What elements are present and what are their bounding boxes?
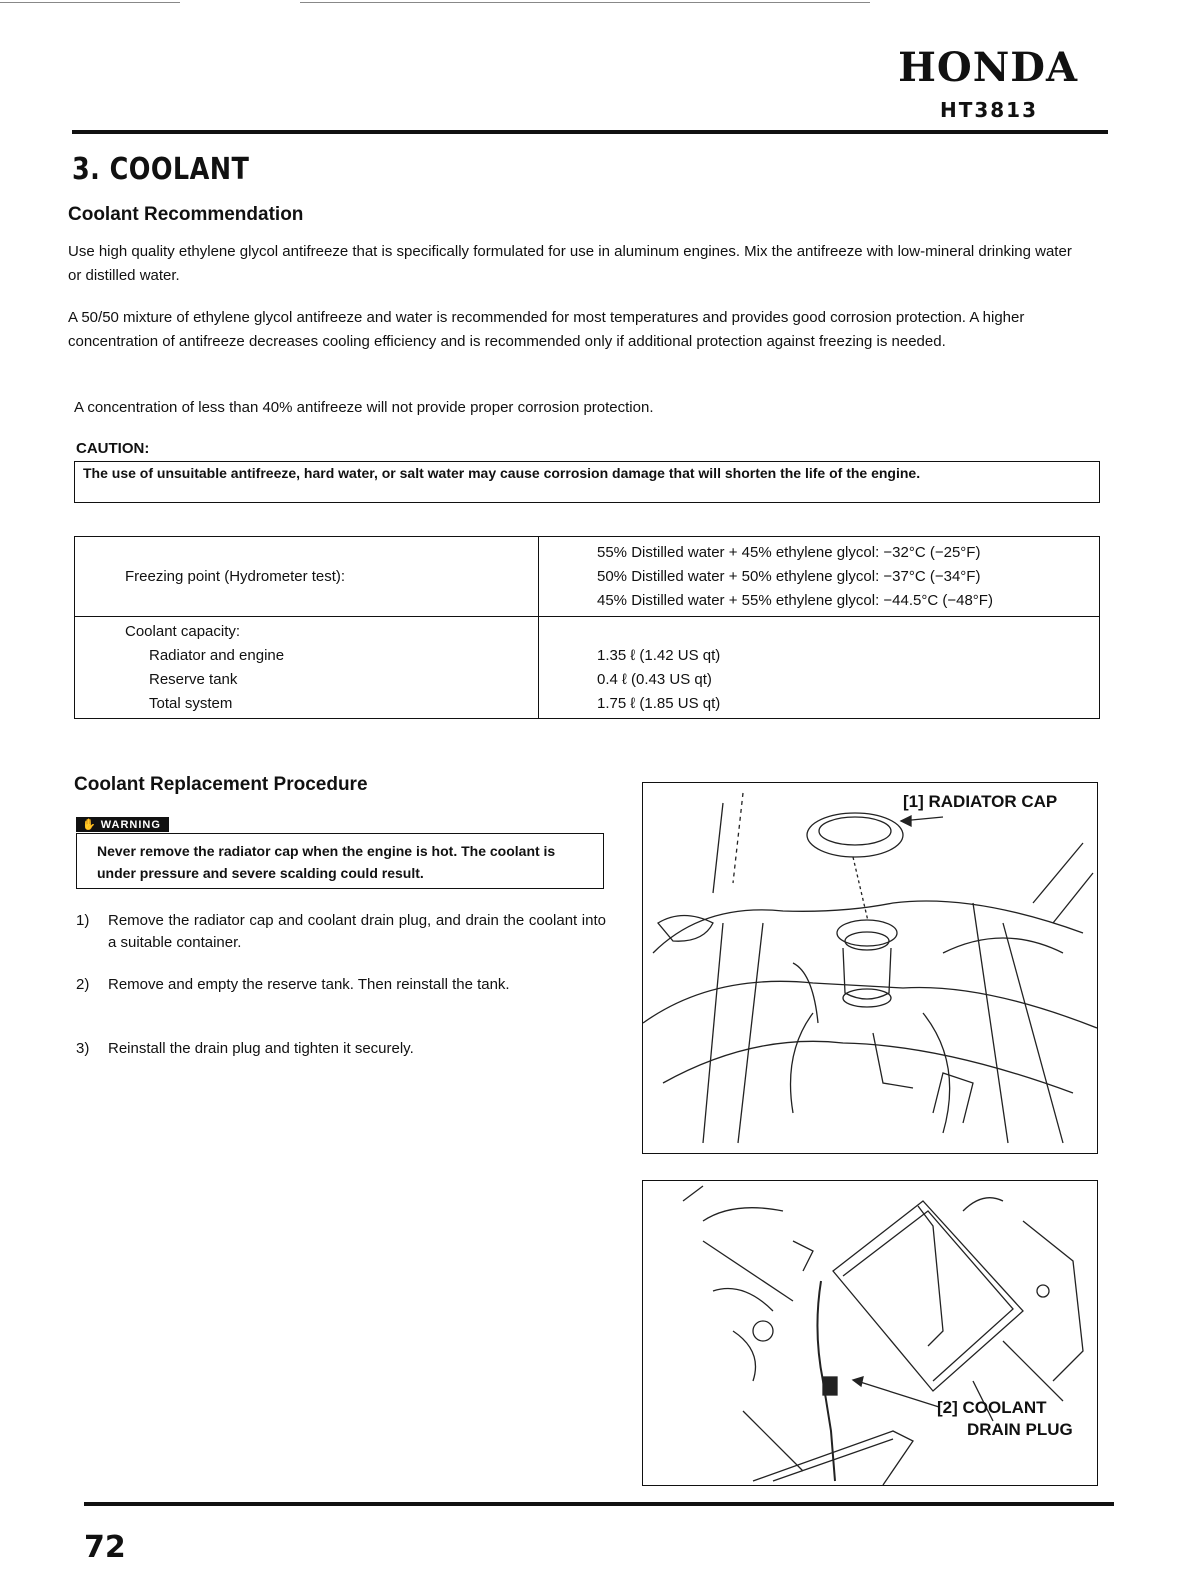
warning-text: Never remove the radiator cap when the engine is hot. The coolant is under pressure and severe scalding could result.: [97, 843, 556, 881]
freezing-value: 55% Distilled water + 45% ethylene glycol: −32°C (−25°F): [597, 543, 981, 561]
freezing-point-label: Freezing point (Hydrometer test):: [75, 537, 539, 617]
section-title: 3. COOLANT: [72, 152, 250, 187]
engine-illustration: [643, 783, 1097, 1153]
freezing-value: 45% Distilled water + 55% ethylene glycol: −44.5°C (−48°F): [597, 591, 993, 609]
radiator-drawing: [833, 1201, 1023, 1391]
step-text: Remove and empty the reserve tank. Then reinstall the tank.: [108, 976, 510, 993]
table-row: [75, 617, 1100, 719]
page-number: 72: [84, 1530, 126, 1565]
recommendation-para-1: Use high quality ethylene glycol antifreeze that is specifically formulated for use in aluminum engines. Mix the antifreeze with low-mineral drinking water or distilled water.: [68, 243, 1072, 284]
capacity-item: Radiator and engine: [149, 646, 285, 664]
procedure-step: [76, 1038, 606, 1060]
capacity-item: Total system: [149, 694, 233, 712]
radiator-illustration: [643, 1181, 1097, 1485]
caution-text: The use of unsuitable antifreeze, hard water, or salt water may cause corrosion damage that will shorten the life of the engine.: [83, 465, 921, 481]
radiator-cap-drawing: [807, 813, 903, 857]
capacity-label-cell: [75, 617, 539, 719]
warning-box: [76, 833, 604, 889]
scan-artifact-line: [300, 2, 870, 3]
warning-label: WARNING: [100, 819, 161, 831]
freezing-point-values: [539, 537, 1100, 617]
recommendation-heading: Coolant Recommendation: [68, 204, 304, 225]
brand-logo: HONDA: [898, 44, 1078, 91]
procedure-step: [76, 910, 606, 954]
caution-label: CAUTION:: [76, 440, 150, 457]
fig2-callout-line1: [2] COOLANT: [937, 1398, 1047, 1417]
recommendation-para-3: A concentration of less than 40% antifreeze will not provide proper corrosion protection.: [74, 399, 654, 416]
warning-hand-icon: ✋: [82, 819, 97, 831]
fig1-callout: [1] RADIATOR CAP: [903, 792, 1058, 811]
capacity-label: Coolant capacity:: [125, 622, 241, 640]
capacity-value: 1.75 ℓ (1.85 US qt): [597, 694, 721, 712]
replacement-heading: Coolant Replacement Procedure: [74, 774, 368, 795]
recommendation-para-2: A 50/50 mixture of ethylene glycol antifreeze and water is recommended for most temperatures and provides good corrosion protection. A higher concentration of antifreeze decreases cooling efficiency and is recommended only if additional protection against freezing is needed.: [68, 309, 1025, 350]
radiator-cap-figure: [642, 782, 1098, 1154]
header-rule: [72, 130, 1108, 134]
step-number: 1): [76, 912, 90, 929]
procedure-step: [76, 974, 606, 996]
capacity-value: 0.4 ℓ (0.43 US qt): [597, 670, 712, 688]
freezing-value: 50% Distilled water + 50% ethylene glycol: −37°C (−34°F): [597, 567, 981, 585]
table-row: [75, 537, 1100, 617]
step-number: 3): [76, 1040, 90, 1057]
capacity-item: Reserve tank: [149, 670, 238, 688]
model-number: HT3813: [939, 98, 1038, 122]
warning-badge: [76, 817, 169, 832]
step-number: 2): [76, 976, 90, 993]
scan-artifact-line: [0, 2, 180, 3]
coolant-spec-table: [74, 536, 1100, 719]
capacity-value: 1.35 ℓ (1.42 US qt): [597, 646, 721, 664]
step-text: Remove the radiator cap and coolant drain plug, and drain the coolant into a suitable container.: [108, 912, 606, 951]
drain-plug-figure: [642, 1180, 1098, 1486]
footer-rule: [84, 1502, 1114, 1506]
fig2-callout-line2: DRAIN PLUG: [967, 1420, 1073, 1439]
capacity-values-cell: [539, 617, 1100, 719]
step-text: Reinstall the drain plug and tighten it securely.: [108, 1040, 414, 1057]
caution-box: [74, 461, 1100, 503]
